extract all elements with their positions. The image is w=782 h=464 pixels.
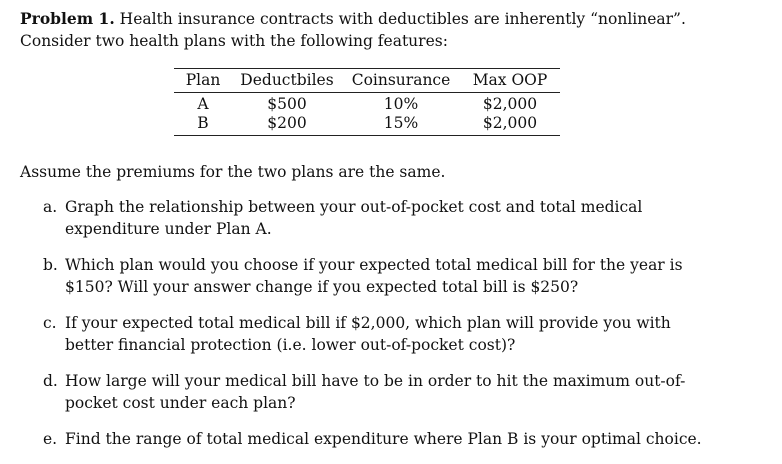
question-marker: d. (43, 372, 58, 390)
question-item-a (43, 196, 723, 240)
problem-intro-text: Health insurance contracts with deductibles are inherently “nonlinear”. Consider two health plans with the following features: (20, 10, 686, 50)
question-text: Which plan would you choose if your expected total medical bill for the year is $150? Will your answer change if you expected total bill is $250? (65, 256, 683, 296)
cell-max-oop: $2,000 (482, 95, 538, 113)
header-plan: Plan (174, 69, 232, 93)
cell-plan: A (197, 95, 209, 113)
cell-plan: B (174, 114, 232, 136)
cell-deductible: $500 (267, 95, 307, 113)
question-marker: c. (43, 314, 57, 332)
question-text: How large will your medical bill have to be in order to hit the maximum out-of-pocket cost under each plan? (65, 372, 686, 412)
question-item-e (43, 428, 723, 450)
table-header-row (174, 69, 560, 93)
question-marker: e. (43, 430, 58, 448)
header-deductibles: Deductbiles (232, 69, 342, 93)
question-text: If your expected total medical bill if $2,000, which plan will provide you with better financial protection (i.e. lower out-of-pocket cost)? (65, 314, 671, 354)
table-row (174, 114, 560, 136)
question-marker: b. (43, 256, 58, 274)
cell-coinsurance: 10% (383, 95, 419, 113)
question-text: Graph the relationship between your out-of-pocket cost and total medical expenditure under Plan A. (65, 198, 643, 238)
cell-max-oop: $2,000 (460, 114, 560, 136)
problem-label: Problem 1. (20, 9, 115, 28)
table-row (174, 93, 560, 115)
plans-table (174, 68, 560, 136)
header-coinsurance: Coinsurance (342, 69, 460, 93)
cell-deductible: $200 (232, 114, 342, 136)
question-marker: a. (43, 198, 58, 216)
question-item-b (43, 254, 723, 298)
assumption-text: Assume the premiums for the two plans are the same. (20, 163, 446, 181)
cell-coinsurance: 15% (342, 114, 460, 136)
question-item-c (43, 312, 723, 356)
question-text: Find the range of total medical expenditure where Plan B is your optimal choice. (65, 430, 702, 448)
question-item-d (43, 370, 723, 414)
header-max-oop: Max OOP (460, 69, 560, 93)
question-list (43, 196, 723, 464)
problem-intro (20, 8, 760, 52)
